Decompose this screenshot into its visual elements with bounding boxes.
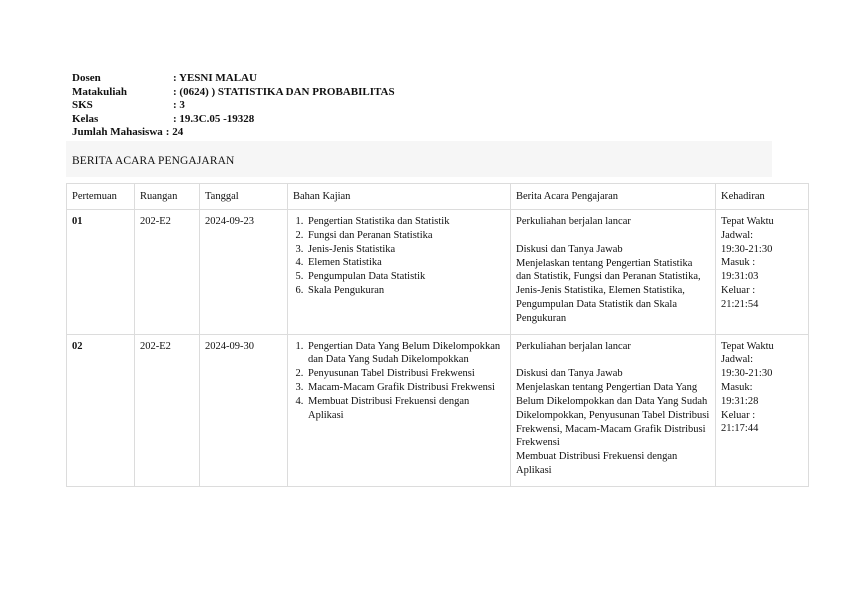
list-item: 1. Pengertian Statistika dan Statistik [306,215,505,229]
header-ruangan: Ruangan [135,184,200,210]
list-item: 6. Skala Pengukuran [306,284,505,298]
header-pertemuan: Pertemuan [67,184,135,210]
info-label: Matakuliah [72,85,128,98]
list-item: 1. Pengertian Data Yang Belum Dikelompokkan dan Data Yang Sudah Dikelompokkan [306,340,505,368]
cell-pertemuan: 01 [67,210,135,335]
bahan-list [293,340,505,423]
cell-ruangan: 202-E2 [135,210,200,335]
list-item: 4. Membuat Distribusi Frekuensi dengan Aplikasi [306,395,505,423]
berita-status: Perkuliahan berjalan lancar [516,216,631,227]
cell-ruangan: 202-E2 [135,334,200,486]
header-berita-acara: Berita Acara Pengajaran [511,184,716,210]
info-row-dosen [72,72,395,86]
list-item: 5. Pengumpulan Data Statistik [306,270,505,284]
cell-pertemuan: 02 [67,334,135,486]
header-kehadiran: Kehadiran [716,184,809,210]
info-row-sks [72,99,395,113]
berita-acara-table [66,183,809,487]
page-title: BERITA ACARA PENGAJARAN [72,155,235,167]
cell-tanggal: 2024-09-30 [200,334,288,486]
info-label: Dosen [72,72,101,84]
info-value: : (0624) ) STATISTIKA DAN PROBABILITAS [173,85,395,98]
cell-bahan-kajian [288,334,511,486]
info-label: Jumlah Mahasiswa [72,126,163,139]
header-tanggal: Tanggal [200,184,288,210]
header-bahan-kajian: Bahan Kajian [288,184,511,210]
table-row [67,210,809,335]
info-row-matakuliah [72,86,395,100]
cell-kehadiran: Tepat Waktu Jadwal: 19:30-21:30 Masuk : 19:31:03 Keluar : 21:21:54 [716,210,809,335]
cell-berita-acara [511,334,716,486]
berita-detail: Diskusi dan Tanya Jawab Menjelaskan tentang Pengertian Statistika dan Statistik, Fungsi dan Peranan Statistika, Jenis-Jenis Statistika, Elemen Statistika, Pengumpulan Data Statistik dan Skala Pengukuran [516,243,701,324]
info-value: : 24 [165,126,184,139]
list-item: 2. Fungsi dan Peranan Statistika [306,229,505,243]
info-label: SKS [72,99,93,112]
list-item: 4. Elemen Statistika [306,256,505,270]
info-value: : 19.3C.05 -19328 [173,112,255,125]
cell-berita-acara [511,210,716,335]
info-row-kelas [72,113,395,127]
info-value: : 3 [173,99,185,112]
cell-bahan-kajian [288,210,511,335]
cell-tanggal: 2024-09-23 [200,210,288,335]
table-row [67,334,809,486]
bahan-list [293,215,505,298]
cell-kehadiran: Tepat Waktu Jadwal: 19:30-21:30 Masuk: 19:31:28 Keluar : 21:17:44 [716,334,809,486]
info-label: Kelas [72,112,99,125]
table-header-row [67,184,809,210]
berita-status: Perkuliahan berjalan lancar [516,340,631,352]
list-item: 2. Penyusunan Tabel Distribusi Frekwensi [306,367,505,381]
info-value: : YESNI MALAU [173,72,257,84]
list-item: 3. Macam-Macam Grafik Distribusi Frekwensi [306,381,505,395]
course-info [72,72,395,140]
list-item: 3. Jenis-Jenis Statistika [306,243,505,257]
info-row-jumlah-mahasiswa [72,126,395,140]
berita-detail: Diskusi dan Tanya Jawab Menjelaskan tentang Pengertian Data Yang Belum Dikelompokkan dan Data Yang Sudah Dikelompokkan, Penyusunan Tabel Distribusi Frekwensi, Macam-Macam Grafik Distribusi Frekwensi Membuat Distribusi Frekuensi dengan Aplikasi [516,368,710,476]
